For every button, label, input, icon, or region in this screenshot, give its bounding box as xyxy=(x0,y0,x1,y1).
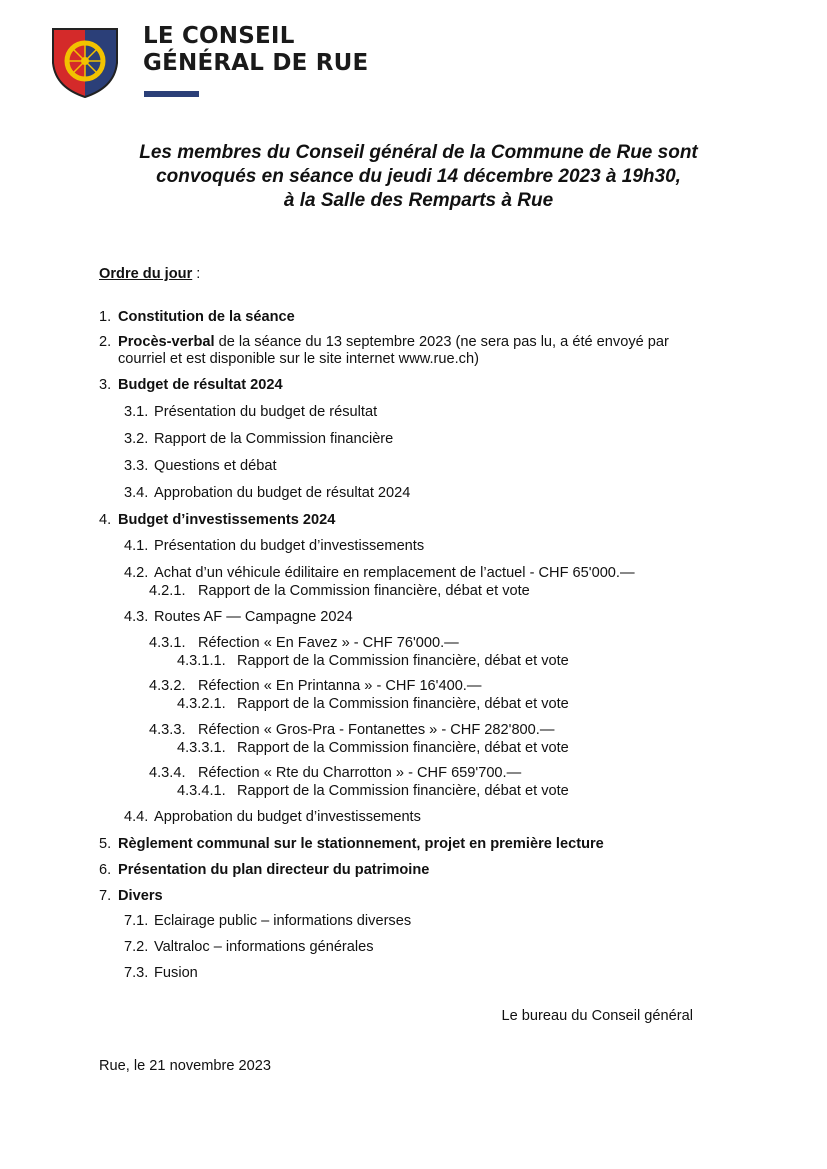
item-number: 4.4. xyxy=(124,809,149,825)
item-bold: Procès-verbal xyxy=(118,334,215,350)
item-text: Réfection « Rte du Charrotton » - CHF 659'700.— xyxy=(198,765,522,781)
logo-underline-bar xyxy=(144,91,199,97)
item-text: Présentation du plan directeur du patrimoine xyxy=(118,862,430,878)
item-text: Rapport de la Commission financière, débat et vote xyxy=(237,783,569,799)
item-number: 2. xyxy=(99,334,112,350)
item-text: Approbation du budget de résultat 2024 xyxy=(154,485,411,501)
item-text: Budget d’investissements 2024 xyxy=(118,512,336,528)
item-text: Réfection « Gros-Pra - Fontanettes » - CHF 282'800.— xyxy=(198,722,555,738)
title-line-3: à la Salle des Remparts à Rue xyxy=(283,190,554,211)
item-number: 4.3.2.1. xyxy=(177,696,226,712)
item-number: 4.2.1. xyxy=(149,583,186,599)
item-text: Rapport de la Commission financière, débat et vote xyxy=(237,740,569,756)
item-text: Rapport de la Commission financière xyxy=(154,431,394,447)
item-number: 3.2. xyxy=(124,431,149,447)
item-number: 1. xyxy=(99,309,112,325)
item-number: 3.4. xyxy=(124,485,149,501)
item-text: Réfection « En Favez » - CHF 76'000.— xyxy=(198,635,459,651)
logo-line-1: LE CONSEIL xyxy=(143,23,295,49)
agenda-heading-colon: : xyxy=(192,266,201,282)
item-number: 4.3.1. xyxy=(149,635,186,651)
item-number: 4.3.3. xyxy=(149,722,186,738)
item-text: Rapport de la Commission financière, débat et vote xyxy=(237,653,569,669)
item-text xyxy=(118,333,669,351)
item-text: Valtraloc – informations générales xyxy=(154,939,374,955)
item-text: Eclairage public – informations diverses xyxy=(154,913,412,929)
item-text: Rapport de la Commission financière, débat et vote xyxy=(237,696,569,712)
item-text: Approbation du budget d’investissements xyxy=(154,809,421,825)
item-number: 4.3. xyxy=(124,609,149,625)
agenda-heading xyxy=(99,265,200,283)
title-line-2: convoqués en séance du jeudi 14 décembre 2023 à 19h30, xyxy=(156,166,681,187)
item-number: 3.1. xyxy=(124,404,149,420)
item-text: Réfection « En Printanna » - CHF 16'400.— xyxy=(198,678,482,694)
item-number: 7. xyxy=(99,888,112,904)
item-text: Présentation du budget d’investissements xyxy=(154,538,425,554)
item-number: 4.3.4.1. xyxy=(177,783,226,799)
logo-line-2: GÉNÉRAL DE RUE xyxy=(143,50,369,76)
item-number: 3.3. xyxy=(124,458,149,474)
item-text: Achat d’un véhicule édilitaire en remplacement de l’actuel - CHF 65'000.— xyxy=(154,565,635,581)
item-text: Règlement communal sur le stationnement, projet en première lecture xyxy=(118,836,604,852)
item-number: 6. xyxy=(99,862,112,878)
item-text-continued: courriel et est disponible sur le site internet www.rue.ch) xyxy=(118,351,479,367)
item-text: Rapport de la Commission financière, débat et vote xyxy=(198,583,530,599)
title-line-1: Les membres du Conseil général de la Commune de Rue sont xyxy=(139,142,698,163)
item-number: 7.2. xyxy=(124,939,149,955)
item-number: 4.3.2. xyxy=(149,678,186,694)
item-number: 4.3.3.1. xyxy=(177,740,226,756)
item-number: 4. xyxy=(99,512,112,528)
item-text: Divers xyxy=(118,888,163,904)
item-number: 4.1. xyxy=(124,538,149,554)
item-text: Routes AF — Campagne 2024 xyxy=(154,609,353,625)
item-number: 7.1. xyxy=(124,913,149,929)
item-text: Fusion xyxy=(154,965,198,981)
item-number: 4.3.4. xyxy=(149,765,186,781)
agenda-heading-label: Ordre du jour xyxy=(99,266,193,282)
item-number: 3. xyxy=(99,377,112,393)
item-text-rest: de la séance du 13 septembre 2023 (ne sera pas lu, a été envoyé par xyxy=(214,334,669,350)
signature: Le bureau du Conseil général xyxy=(501,1008,693,1024)
item-text: Présentation du budget de résultat xyxy=(154,404,378,420)
date-line: Rue, le 21 novembre 2023 xyxy=(99,1058,271,1074)
item-number: 5. xyxy=(99,836,112,852)
item-number: 7.3. xyxy=(124,965,149,981)
item-text: Questions et débat xyxy=(154,458,277,474)
coat-of-arms-icon xyxy=(51,27,119,99)
item-text: Constitution de la séance xyxy=(118,309,295,325)
item-number: 4.2. xyxy=(124,565,149,581)
item-number: 4.3.1.1. xyxy=(177,653,226,669)
item-text: Budget de résultat 2024 xyxy=(118,377,283,393)
